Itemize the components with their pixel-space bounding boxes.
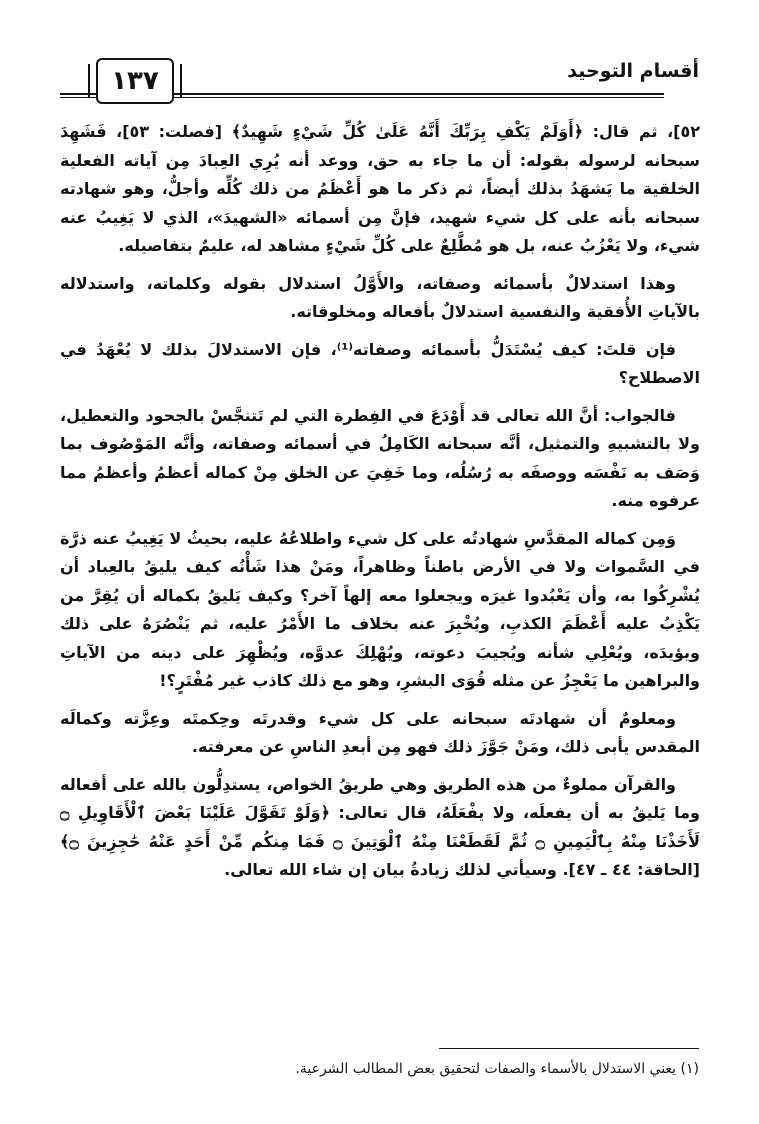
paragraph-5: وَمِن كماله المقدَّسِ شهادتُه على كل شيء واطلاعُهُ عليه، بحيثُ لا يَغِيبُ عنه ذرَّة في السَّموات ولا في الأرض باطناً وظاهراً، ومَنْ هذا شَأْنُه كيف يليقُ بالعِباد أن يُشْرِكُوا به، وأن يَعْبُدوا غيرَه ويجعلوا معه إلهاً آخر؟ وكيف يَليقُ بكماله أن يُقِرَّ من يَكْذِبُ عليه أَعْظَمَ الكذبِ، ويُخْبِرَ عنه بخلاف ما الأَمْرُ عليه، ثم يَنْصُرَهُ على ذلك ويؤيدَه، ويُعْلِي شأنه ويُجيبَ دعوته، ويُهْلِكَ عدوَّه، ويُظْهِرَ على دينه من الآياتِ والبراهين ما يَعْجِزُ عن مثله قُوَى البشرِ، وهو مع ذلك كاذب غير مُفْتَرٍ؟! bbox=[60, 528, 700, 690]
paragraph-1: ٥٢]، ثم قال: ﴿أَوَلَمْ يَكْفِ بِرَبِّكَ أَنَّهُ عَلَىٰ كُلِّ شَيْءٍ شَهِيدٌ﴾ [فصلت: ٥٣]، فَشَهِدَ سبحانه لرسوله بقوله: أن ما جاء به حق، ووعد أنه يُرِي العِبادَ مِن آياته الفعلية الخلقية ما يَشهَدُ بذلك أيضاً، ثم ذكر ما هو أَعْظَمُ من ذلك كُلِّه وأجلُّ، وهو شهادته سبحانه بأنه على كل شيء شهيد، فإنَّ مِن أسمائه «الشهيدَ»، الذي لا يَغِيبُ عنه شيء، ولا يَعْزُبُ عنه، بل هو مُطَّلِعٌ على كُلِّ شَيْءٍ مشاهد له، عليمٌ بتفاصيله. bbox=[60, 122, 700, 255]
footnote-rule bbox=[439, 1048, 699, 1049]
page-number: ١٣٧ bbox=[96, 58, 174, 104]
paragraph-4: فالجواب: أنَّ الله تعالى قد أَوْدَعَ في الفِطرة التي لم تَتنجَّسْ بالجحود والتعطيل، ولا بالتشبيهِ والتمثيل، أنَّه سبحانه الكَامِلُ في أسمائه وصفاته، وأنَّه المَوْصُوف بما وَصَف به نَفْسَه ووصفَه به رُسُلُه، وما خَفِيَ عن الخلق مِنْ كماله أعظمُ وأعظمُ مما عرفوه منه. bbox=[60, 405, 700, 510]
running-title: أقسام التوحيد bbox=[567, 60, 699, 82]
paragraph-7: والقرآن مملوءٌ من هذه الطريق وهي طريقُ الخواص، يستدِلُّون بالله على أفعاله وما يَليقُ به أن يفعلَه، ولا يفْعَلَهُ، قال تعالى: ﴿وَلَوْ تَقَوَّلَ عَلَيْنَا بَعْضَ ٱلْأَقَاوِيلِ ۝ لَأَخَذْنَا مِنْهُ بِٱلْيَمِينِ ۝ ثُمَّ لَقَطَعْنَا مِنْهُ ٱلْوَتِينَ ۝ فَمَا مِنكُم مِّنْ أَحَدٍ عَنْهُ حَٰجِزِينَ ۝﴾ [الحاقة: ٤٤ ـ ٤٧]. وسيأتي لذلك زيادةُ بيان إن شاء الله تعالى. bbox=[60, 774, 701, 879]
paragraph-3: فإن قلتَ: كيف يُسْتَدَلُّ بأسمائه وصفاته⁽¹⁾، فإن الاستدلالَ بذلك لا يُعْهَدُ في الاصطلاح؟ bbox=[60, 339, 700, 387]
footnote: (١) يعني الاستدلال بالأسماء والصفات لتحقيق بعض المطالب الشرعية. bbox=[295, 1061, 699, 1077]
main-text bbox=[60, 118, 700, 894]
paragraph-2: وهذا استدلالٌ بأسمائه وصفاته، والأَوَّلُ استدلال بقوله وكلماته، واستدلاله بالآياتِ الأُفقية والنفسية استدلالٌ بأفعاله ومخلوقاته. bbox=[60, 273, 700, 321]
paragraph-6: ومعلومٌ أن شهادتَه سبحانه على كل شيء وقدرتَه وحِكمتَه وعِزَّته وكمالَه المقدس يأبى ذلك، ومَنْ جَوَّزَ ذلك فهو مِن أبعدِ الناسِ عن معرفته. bbox=[60, 708, 700, 756]
